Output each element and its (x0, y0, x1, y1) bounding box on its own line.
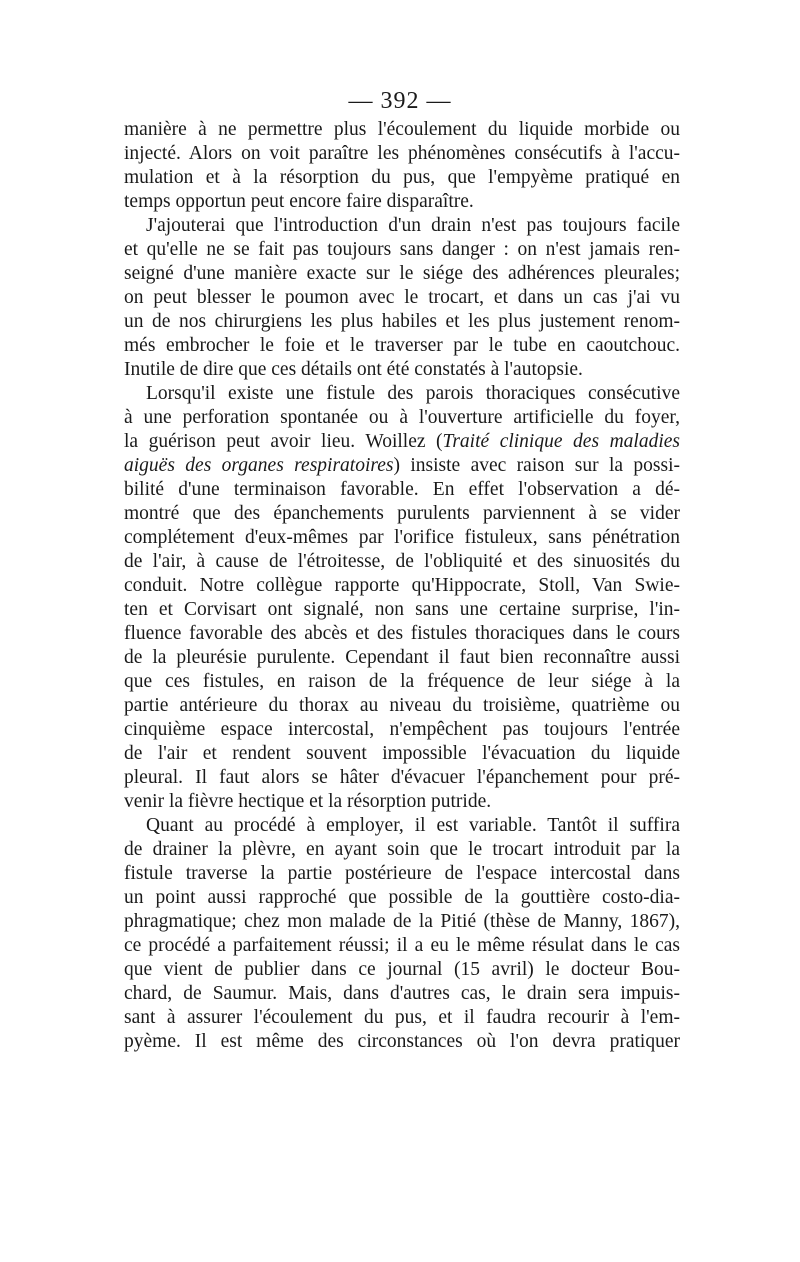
text-line: fistule traverse la partie postérieure de l'espace intercostal dans (124, 863, 680, 884)
text-line: Inutile de dire que ces détails ont été constatés à l'autopsie. (124, 359, 583, 380)
text-line: complétement d'eux-mêmes par l'orifice fistuleux, sans pénétration (124, 527, 680, 548)
text-line: pleural. Il faut alors se hâter d'évacuer l'épanchement pour pré- (124, 767, 680, 788)
text-line: partie antérieure du thorax au niveau du troisième, quatrième ou (124, 695, 680, 716)
text-line: Quant au procédé à employer, il est variable. Tantôt il suffira (146, 815, 680, 836)
text-line: més embrocher le foie et le traverser par le tube en caoutchouc. (124, 335, 680, 356)
text-segment: la guérison peut avoir lieu. Woillez ( (124, 431, 443, 452)
text-line: ce procédé a parfaitement réussi; il a eu le même résulat dans le cas (124, 935, 680, 956)
text-line: sant à assurer l'écoulement du pus, et il faudra recourir à l'em- (124, 1007, 680, 1028)
text-line: un de nos chirurgiens les plus habiles et les plus justement renom- (124, 311, 680, 332)
text-line: cinquième espace intercostal, n'empêchent pas toujours l'entrée (124, 719, 680, 740)
text-line: manière à ne permettre plus l'écoulement du liquide morbide ou (124, 119, 680, 140)
text-line: de la pleurésie purulente. Cependant il faut bien reconnaître aussi (124, 647, 680, 668)
text-line: mulation et à la résorption du pus, que l'empyème pratiqué en (124, 167, 680, 188)
text-line: que ces fistules, en raison de la fréquence de leur siége à la (124, 671, 680, 692)
text-line: de l'air, à cause de l'étroitesse, de l'obliquité et des sinuosités du (124, 551, 680, 572)
text-line: montré que des épanchements purulents parviennent à se vider (124, 503, 680, 524)
text-line: pyème. Il est même des circonstances où l'on devra pratiquer (124, 1031, 680, 1052)
text-line: injecté. Alors on voit paraître les phénomènes consécutifs à l'accu- (124, 143, 680, 164)
page-number: — 392 — (348, 88, 452, 114)
citation-title: Traité clinique des maladies (442, 431, 680, 452)
text-line: et qu'elle ne se fait pas toujours sans danger : on n'est jamais ren- (124, 239, 680, 260)
text-line: à une perforation spontanée ou à l'ouverture artificielle du foyer, (124, 407, 680, 428)
text-line: chard, de Saumur. Mais, dans d'autres cas, le drain sera impuis- (124, 983, 680, 1004)
text-line: un point aussi rapproché que possible de la gouttière costo-dia- (124, 887, 680, 908)
text-line: conduit. Notre collègue rapporte qu'Hippocrate, Stoll, Van Swie- (124, 575, 680, 596)
text-line (124, 454, 680, 478)
text-segment: ) insiste avec raison sur la possi- (393, 455, 680, 476)
citation-title: aiguës des organes respiratoires (124, 455, 394, 476)
text-line: temps opportun peut encore faire disparaître. (124, 191, 474, 212)
text-line: de drainer la plèvre, en ayant soin que le trocart introduit par la (124, 839, 680, 860)
text-line: Lorsqu'il existe une fistule des parois thoraciques consécutive (146, 383, 680, 404)
text-line: de l'air et rendent souvent impossible l'évacuation du liquide (124, 743, 680, 764)
text-line: bilité d'une terminaison favorable. En effet l'observation a dé- (124, 479, 680, 500)
text-line: fluence favorable des abcès et des fistules thoraciques dans le cours (124, 623, 680, 644)
text-line: que vient de publier dans ce journal (15 avril) le docteur Bou- (124, 959, 680, 980)
text-line (124, 430, 680, 454)
text-line: on peut blesser le poumon avec le trocart, et dans un cas j'ai vu (124, 287, 680, 308)
text-line: seigné d'une manière exacte sur le siége des adhérences pleurales; (124, 263, 680, 284)
text-line: ten et Corvisart ont signalé, non sans une certaine surprise, l'in- (124, 599, 680, 620)
body-text (124, 118, 680, 1054)
text-line: venir la fièvre hectique et la résorption putride. (124, 791, 492, 812)
text-line: phragmatique; chez mon malade de la Pitié (thèse de Manny, 1867), (124, 911, 680, 932)
text-line: J'ajouterai que l'introduction d'un drain n'est pas toujours facile (146, 215, 680, 236)
